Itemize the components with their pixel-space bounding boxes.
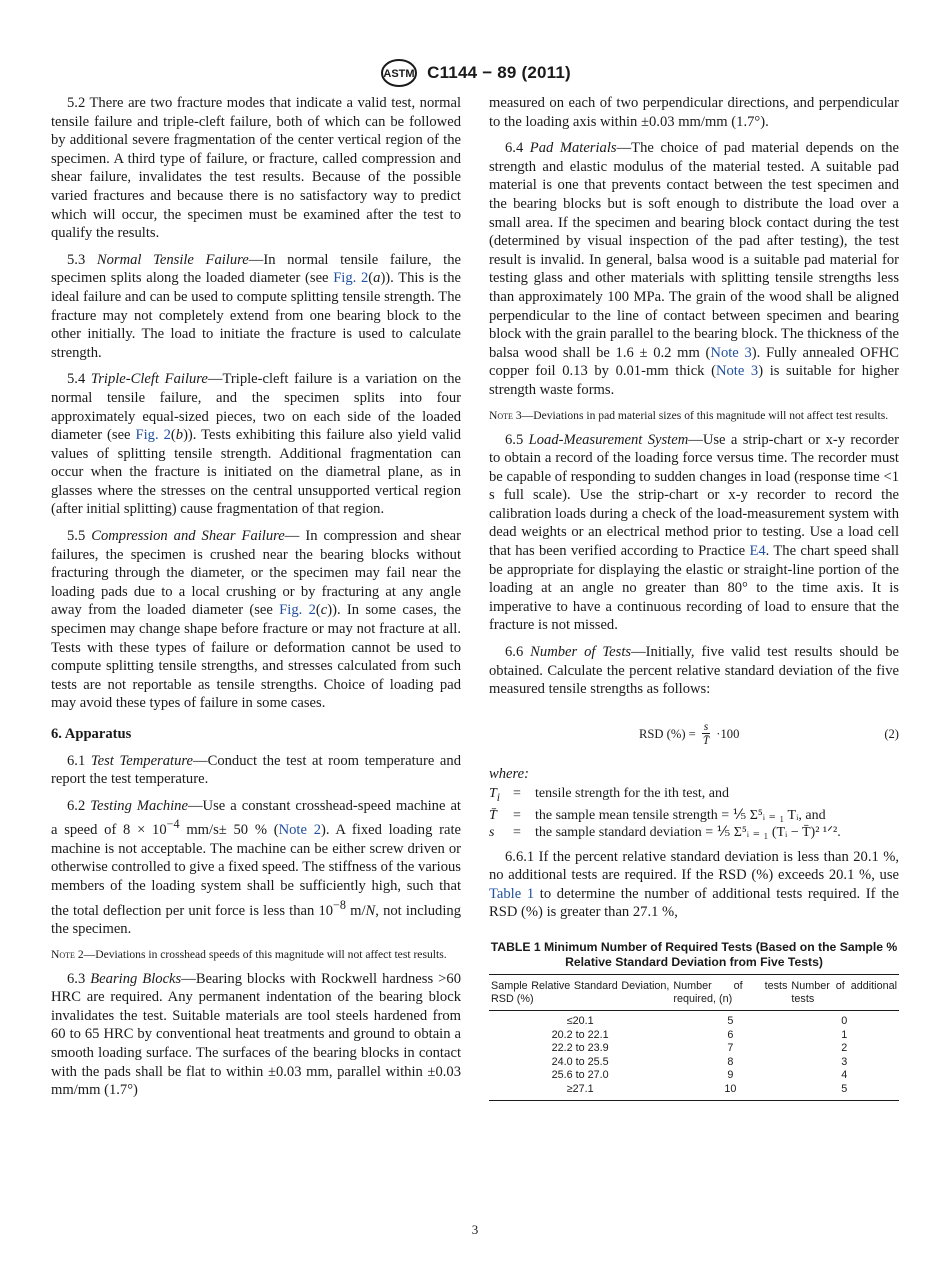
paragraph-6-5: 6.5 Load-Measurement System—Use a strip-chart or x-y recorder to obtain a record of the loading force versus time. The recorder must be capable of responding to sudden changes in load (response time <1 s full scale). Use the strip-chart or x-y recorder to record the calibration loads during a check of the load-measurement system with dead weights or an electrical method prior to testing. Use a load cell that has been verified according to Practice E4. The chart speed shall be appropriate for displaying the elastic or straight-line portion of the loading at an angle no greater than 80° to the time axis. It is imperative to have a continuous recording of load to ensure that the fracture is not missed. bbox=[489, 431, 899, 634]
note-3-link[interactable]: Note 3 bbox=[715, 363, 759, 380]
section-heading-apparatus: 6. Apparatus bbox=[51, 726, 132, 742]
paragraph-6-4: 6.4 Pad Materials—The choice of pad material depends on the strength and elastic modulus of the material tested. A suitable pad material is one that prevents contact between the test specimen and the bearing blocks but is soft enough to distribute the load over a small area. If the specimen and bearing block contact during the test (determined by visual inspection of the pad after testing), the test result is invalid. In general, balsa wood is a suitable pad material for testing glass and other materials with splitting tensile strengths less than approximately 100 MPa. The grain of the wood shall be aligned perpendicular to the line of contact between specimen and bearing block with the grain parallel to the bearing block. The thickness of the balsa wood shall be 1.6 ± 0.2 mm (Note 3). Fully annealed OFHC copper foil 0.13 by 0.01-mm thick (Note 3) is suitable for higher strength waste forms. bbox=[489, 140, 899, 398]
paragraph-5-2: 5.2 There are two fracture modes that indicate a valid test, normal tensile failure and triple-cleft failure, both of which can be followed by additional severe fragmentation of the center vertical region of the specimen. A third type of failure, or fracture, called compression and shear failure, invalidates the test results. Because of the possible varied fractures and because there is no satisfactory way to predict which will occur, the specimen must be examined after the test to qualify the results. bbox=[51, 95, 461, 242]
paragraph-6-3-continued: measured on each of two perpendicular directions, and perpendicular to the loading axis within ±0.03 mm/mm (1.7°). bbox=[489, 95, 899, 130]
definition-row: s = the sample standard deviation = ⅕ Σ⁵ᵢ ₌ ₁ (Tᵢ − T̄)² ¹ᐟ². bbox=[489, 825, 841, 841]
table-header: Number of tests required, (n) bbox=[671, 975, 789, 1011]
equation-label: (2) bbox=[884, 726, 899, 741]
note-3-link[interactable]: Note 3 bbox=[710, 344, 752, 361]
page-header bbox=[0, 58, 950, 88]
table-1-link[interactable]: Table 1 bbox=[489, 885, 535, 902]
table-row: ≥27.1 10 5 bbox=[489, 1083, 899, 1100]
equation-rhs: ·100 bbox=[716, 726, 740, 741]
note-2-link[interactable]: Note 2 bbox=[278, 822, 321, 839]
table-header: Number of additional tests bbox=[789, 975, 899, 1011]
table-row: 22.2 to 23.9 7 2 bbox=[551, 1042, 848, 1055]
paragraph-5-4: 5.4 Triple-Cleft Failure—Triple-cleft failure is a variation on the normal tensile failure, and the specimen splits into four approximately equal-sized pieces, two on each side of the loaded diameter (see Fig. 2(b)). Tests exhibiting this failure also yield valid values of splitting tensile strength. Additional fragmentation can occur when the fracture is initiated on the diametral plane, as in glasses where the stresses on the central unsupported vertical region (after initial splitting) cause fragmentation of that region. bbox=[51, 371, 462, 518]
definitions-list bbox=[489, 785, 899, 841]
paragraph-6-1: 6.1 Test Temperature—Conduct the test at room temperature and report the test temperature. bbox=[51, 752, 461, 788]
table-row: 25.6 to 27.0 9 4 bbox=[551, 1069, 848, 1082]
right-column bbox=[489, 94, 899, 1101]
table-row: ≤20.1 5 0 bbox=[566, 1015, 848, 1028]
paragraph-6-3: 6.3 Bearing Blocks—Bearing blocks with Rockwell hardness >60 HRC are required. Any permanent indentation of the bearing block invalidates the test. Suitable materials are tool steels hardened from 60 to 65 HRC by conventional heat treatments and ground to obtain a smooth loading surface. The surfaces of the bearing blocks in contact with the pads shall be flat to within ±0.03 mm, parallel within ±0.03 mm/mm (1.7°) bbox=[51, 970, 461, 1099]
svg-text:ASTM: ASTM bbox=[383, 68, 415, 80]
left-column bbox=[51, 94, 461, 1108]
note-2: Note 2—Deviations in crosshead speeds of this magnitude will not affect test results. bbox=[51, 947, 447, 961]
required-tests-table bbox=[489, 974, 899, 1101]
table-row: 20.2 to 22.1 6 1 bbox=[551, 1028, 848, 1041]
note-3: Note 3—Deviations in pad material sizes of this magnitude will not affect test results. bbox=[489, 408, 889, 422]
table-row: 24.0 to 25.5 8 3 bbox=[551, 1055, 848, 1068]
where-label: where: bbox=[489, 765, 529, 782]
fig-2-link[interactable]: Fig. 2 bbox=[135, 427, 171, 444]
paragraph-5-3: 5.3 Normal Tensile Failure—In normal tensile failure, the specimen splits along the loaded diameter (see Fig. 2(a)). This is the ideal failure and can be used to compute splitting tensile strength. The fracture may not completely extend from one bearing block to the other initially. The load to initiate the fracture is used to calculate strength. bbox=[51, 251, 462, 361]
paragraph-6-2: 6.2 Testing Machine—Use a constant crosshead-speed machine at a speed of $8 \times 10^{-4}$ mm/s± 50 % (Note 2). A fixed loading rate machine is not acceptable. The machine can be either screw driven or otherwise controlled to give a fixed speed. The stiffness of the various members of the loading system shall be sufficiently high, such that the total deflection per unit force is less than $10^{-8}$ m/N, not including the specimen. bbox=[51, 797, 461, 938]
astm-logo-icon bbox=[379, 58, 419, 88]
paragraph-6-6-1: 6.6.1 If the percent relative standard deviation is less than 20.1 %, no additional tests are required. If the RSD (%) exceeds 20.1 %, use Table 1 to determine the number of additional tests required. If the RSD (%) is greater than 27.1 %, bbox=[489, 848, 899, 921]
definition-row: $T_i$ = tensile strength for the ith test, and bbox=[489, 786, 730, 805]
e4-link[interactable]: E4 bbox=[749, 543, 766, 560]
definition-row: T̄ = the sample mean tensile strength = ⅕ Σ⁵ᵢ ₌ ₁ Tᵢ, and bbox=[489, 807, 826, 823]
equation-lhs: RSD (%) = bbox=[639, 726, 696, 741]
equation-fraction: $\frac{s}{T̄}$ bbox=[702, 720, 710, 748]
table-header: Sample Relative Standard Deviation, RSD (%) bbox=[489, 975, 671, 1011]
paragraph-6-6: 6.6 Number of Tests—Initially, five valid test results should be obtained. Calculate the percent relative standard deviation of the five measured tensile strengths as follows: bbox=[489, 644, 900, 698]
fig-2-link[interactable]: Fig. 2 bbox=[279, 602, 316, 619]
table-title: TABLE 1 Minimum Number of Required Tests (Based on the Sample % Relative Standard Deviation from Five Tests) bbox=[490, 940, 898, 970]
equation-2 bbox=[489, 713, 899, 755]
standard-designation: C1144 − 89 (2011) bbox=[427, 63, 571, 82]
fig-2-link[interactable]: Fig. 2 bbox=[333, 270, 369, 287]
page-number: 3 bbox=[471, 1222, 479, 1237]
paragraph-5-5: 5.5 Compression and Shear Failure— In compression and shear failures, the specimen is crushed near the bearing blocks without fracturing through the diameter, or the specimen may fail near the loading pads due to a local crushing or by fracturing at any angle away from the loaded diameter (see Fig. 2(c)). In some cases, the specimen may change shape before fracture or may not fracture at all. Tests with these types of failure or deformation cannot be used to compute splitting tensile strengths, and stresses calculated from such tests are not reportable as tensile strengths. Choice of loading pad may avoid these types of failure in some cases. bbox=[51, 528, 462, 712]
